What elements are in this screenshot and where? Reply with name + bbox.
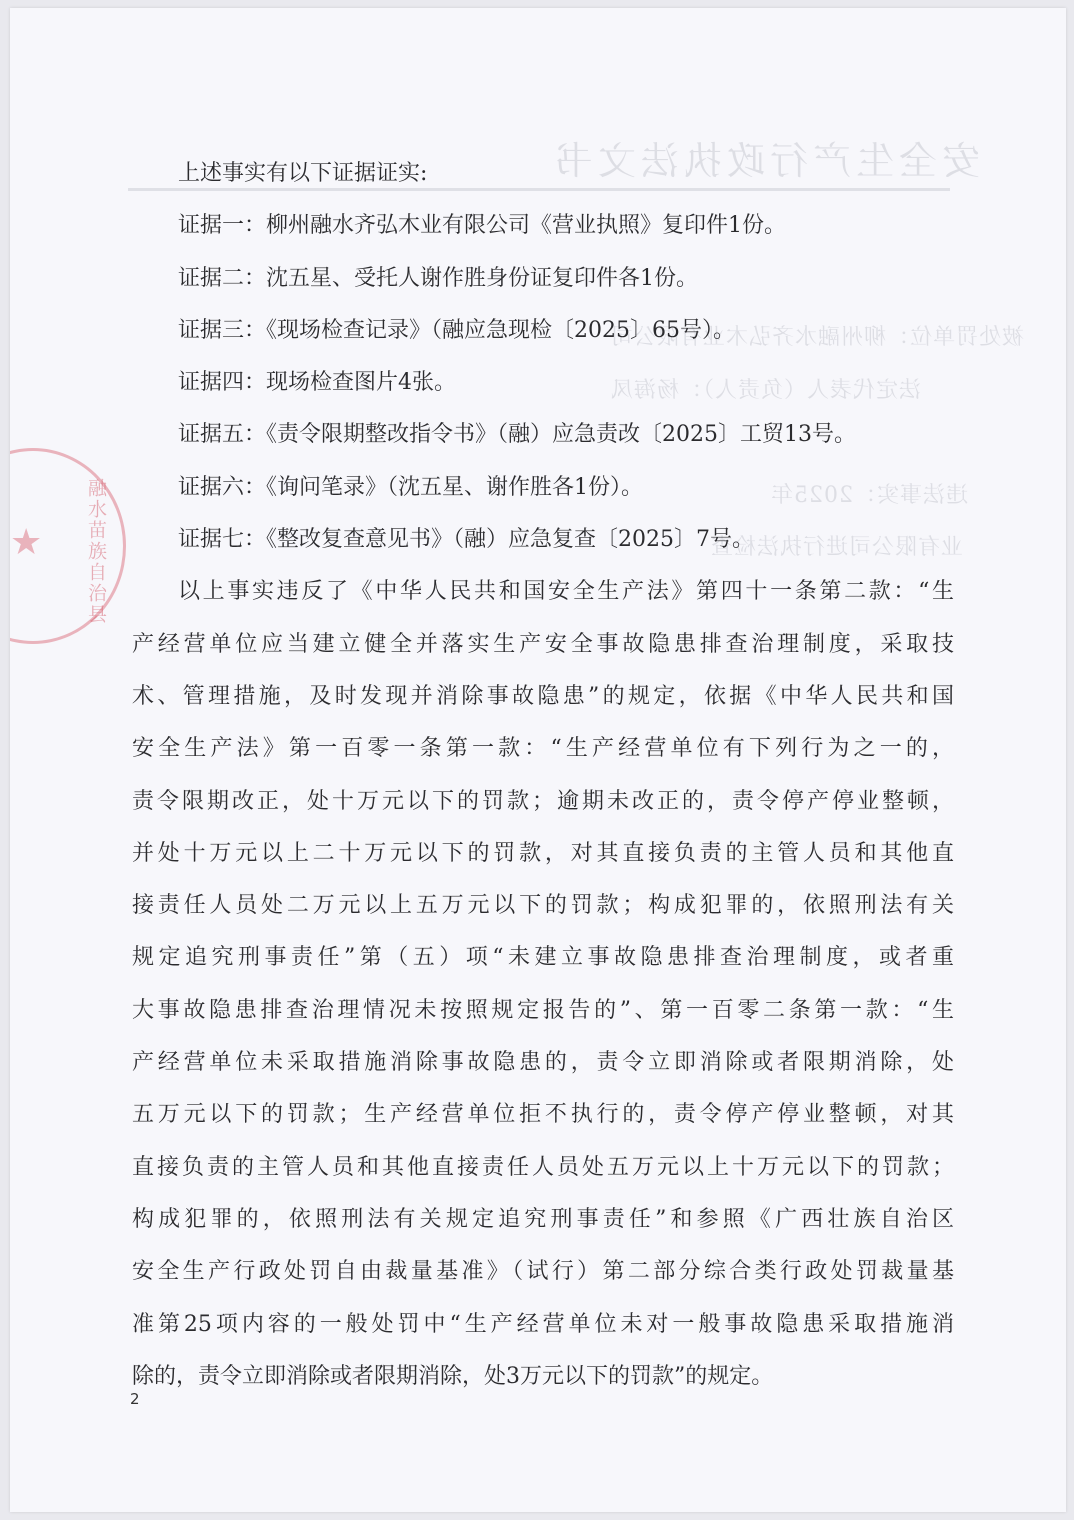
body-line: 安全生产法》第一百零一条第一款：“生产经营单位有下列行为之一的，	[132, 736, 954, 762]
bleed-through-line: 业有限公司进行执法检查	[710, 535, 964, 560]
bleed-through-title: 安全生产行政执法文书	[550, 139, 981, 183]
evidence-item: 证据五：《责令限期整改指令书》（融）应急责改〔2025〕工贸13号。	[178, 422, 856, 448]
body-line: 责令限期改正，处十万元以下的罚款；逾期未改正的，责令停产停业整顿，	[132, 788, 954, 814]
document-page	[10, 8, 1066, 1512]
evidence-item: 证据四：现场检查图片4张。	[178, 370, 456, 396]
body-line: 术、管理措施，及时发现并消除事故隐患”的规定，依据《中华人民共和国	[132, 683, 954, 709]
seal-text: 融水苗族自治县	[85, 478, 107, 625]
body-line: 构成犯罪的，依照刑法有关规定追究刑事责任”和参照《广西壮族自治区	[132, 1206, 954, 1232]
body-line: 规定追究刑事责任”第（五）项“未建立事故隐患排查治理制度，或者重	[132, 945, 954, 971]
body-line: 接责任人员处二万元以上五万元以下的罚款；构成犯罪的，依照刑法有关	[132, 893, 954, 919]
evidence-item: 证据二：沈五星、受托人谢作胜身份证复印件各1份。	[178, 265, 698, 291]
body-line: 产经营单位应当建立健全并落实生产安全事故隐患排查治理制度，采取技	[132, 631, 954, 657]
body-line: 大事故隐患排查治理情况未按照规定报告的”、第一百零二条第一款：“生	[132, 997, 954, 1023]
evidence-item: 证据七：《整改复查意见书》（融）应急复查〔2025〕7号。	[178, 527, 754, 553]
body-line-last: 除的，责令立即消除或者限期消除，处3万元以下的罚款”的规定。	[132, 1363, 774, 1389]
bleed-through-line: 违法事实：2025年	[770, 483, 968, 508]
body-line: 以上事实违反了《中华人民共和国安全生产法》第四十一条第二款：“生	[178, 579, 954, 605]
seal-star-icon: ★	[10, 522, 43, 563]
evidence-item: 证据六：《询问笔录》（沈五星、谢作胜各1份）。	[178, 474, 643, 500]
evidence-item: 证据三：《现场检查记录》（融应急现检〔2025〕65号）。	[178, 317, 735, 343]
document-body	[132, 148, 954, 1403]
body-line: 准第25项内容的一般处罚中“生产经营单位未对一般事故隐患采取措施消	[132, 1311, 954, 1337]
evidence-item: 证据一：柳州融水齐弘木业有限公司《营业执照》复印件1份。	[178, 213, 786, 239]
body-line: 安全生产行政处罚自由裁量基准》（试行）第二部分综合类行政处罚裁量基	[132, 1259, 954, 1285]
bleed-through-line: 法定代表人（负责人）：杨海凤	[610, 378, 922, 403]
body-line: 直接负责的主管人员和其他直接责任人员处五万元以上十万元以下的罚款；	[132, 1154, 954, 1180]
body-line: 五万元以下的罚款；生产经营单位拒不执行的，责令停产停业整顿，对其	[132, 1102, 954, 1128]
evidence-intro: 上述事实有以下证据证实:	[178, 161, 428, 186]
bleed-through-line: 被处罚单位：柳州融水齐弘木业有限公司	[610, 325, 1025, 350]
page-number: 2	[130, 1390, 140, 1408]
body-line: 并处十万元以上二十万元以下的罚款，对其直接负责的主管人员和其他直	[132, 840, 954, 866]
body-line: 产经营单位未采取措施消除事故隐患的，责令立即消除或者限期消除，处	[132, 1050, 954, 1076]
